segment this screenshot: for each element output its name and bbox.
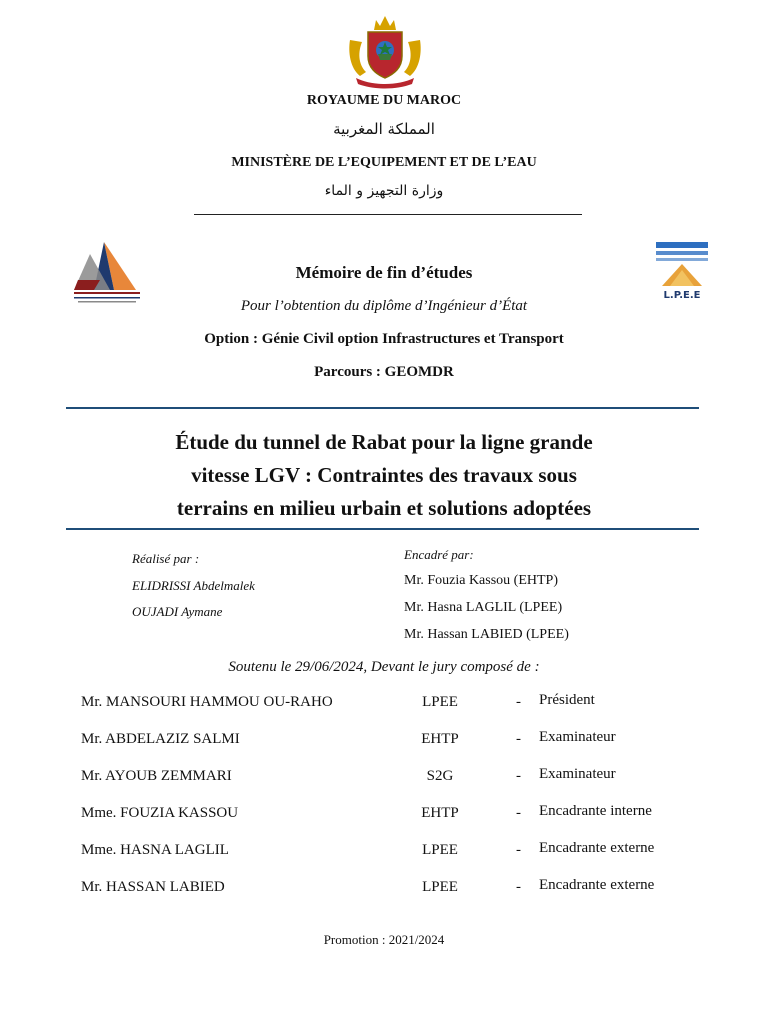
authors-label: Réalisé par : <box>132 551 200 566</box>
supervisor-1: Mr. Fouzia Kassou (EHTP) <box>404 573 558 588</box>
jury-row <box>0 731 768 753</box>
promotion-line: Promotion : 2021/2024 <box>323 932 445 947</box>
jury-row <box>0 768 768 790</box>
jury-dash: - <box>516 731 521 747</box>
jury-dash: - <box>516 768 521 784</box>
jury-org: S2G <box>426 768 454 784</box>
jury-dash: - <box>516 805 521 821</box>
supervisor-2: Mr. Hasna LAGLIL (LPEE) <box>404 600 563 615</box>
memoire-subtitle: Pour l’obtention du diplôme d’Ingénieur d’État <box>240 298 528 314</box>
jury-name: Mr. MANSOURI HAMMOU OU-RAHO <box>81 694 333 710</box>
jury-role: Encadrante interne <box>539 803 652 819</box>
coat-of-arms-logo <box>342 10 428 90</box>
option-line: Option : Génie Civil option Infrastructures et Transport <box>204 331 564 347</box>
jury-row <box>0 879 768 901</box>
jury-role: Encadrante externe <box>539 877 655 893</box>
thesis-title-line-1: Étude du tunnel de Rabat pour la ligne grande <box>175 430 593 454</box>
jury-name: Mr. AYOUB ZEMMARI <box>81 768 232 784</box>
jury-name: Mr. HASSAN LABIED <box>81 879 225 895</box>
thesis-title-line-3: terrains en milieu urbain et solutions adoptées <box>176 496 592 520</box>
jury-row <box>0 805 768 827</box>
author-1: ELIDRISSI Abdelmalek <box>132 578 255 593</box>
jury-row <box>0 694 768 716</box>
ministry-name-ar: وزارة التجهيز و الماء <box>324 183 444 199</box>
jury-role: Examinateur <box>539 729 616 745</box>
jury-role: Président <box>539 692 595 708</box>
ministry-name-fr: MINISTÈRE DE L’EQUIPEMENT ET DE L’EAU <box>231 155 537 170</box>
title-top-rule <box>66 407 699 409</box>
jury-name: Mr. ABDELAZIZ SALMI <box>81 731 240 747</box>
jury-org: LPEE <box>422 842 458 858</box>
jury-role: Encadrante externe <box>539 840 655 856</box>
jury-org: EHTP <box>421 805 459 821</box>
jury-dash: - <box>516 694 521 710</box>
title-bottom-rule <box>66 528 699 530</box>
jury-name: Mme. FOUZIA KASSOU <box>81 805 239 821</box>
memoire-title: Mémoire de fin d’études <box>295 263 473 282</box>
author-2: OUJADI Aymane <box>132 604 223 619</box>
jury-name: Mme. HASNA LAGLIL <box>81 842 229 858</box>
supervisor-3: Mr. Hassan LABIED (LPEE) <box>404 627 569 642</box>
jury-org: EHTP <box>421 731 459 747</box>
supervisors-label: Encadré par: <box>404 547 474 562</box>
jury-dash: - <box>516 879 521 895</box>
thesis-title-line-2: vitesse LGV : Contraintes des travaux sous <box>191 463 577 487</box>
parcours-line: Parcours : GEOMDR <box>314 364 454 380</box>
header-divider <box>194 214 582 215</box>
jury-org: LPEE <box>422 879 458 895</box>
jury-row <box>0 842 768 864</box>
kingdom-name-ar: المملكة المغربية <box>333 120 435 138</box>
thesis-title <box>0 426 768 525</box>
jury-role: Examinateur <box>539 766 616 782</box>
jury-org: LPEE <box>422 694 458 710</box>
jury-dash: - <box>516 842 521 858</box>
kingdom-name-fr: ROYAUME DU MAROC <box>306 93 462 108</box>
lpee-logo-caption: L.P.E.E <box>663 290 701 301</box>
defense-line: Soutenu le 29/06/2024, Devant le jury composé de : <box>228 659 540 675</box>
